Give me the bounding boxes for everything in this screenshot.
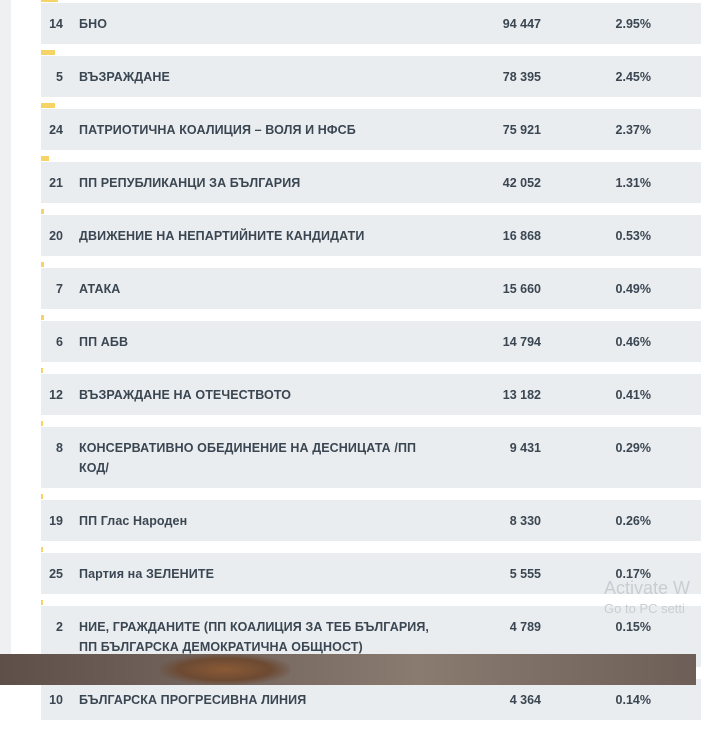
ballot-number: 8 (56, 441, 63, 455)
vote-percent: 0.46% (615, 335, 651, 349)
ballot-number: 2 (56, 620, 63, 634)
vote-percent: 0.15% (615, 620, 651, 634)
result-row (41, 374, 701, 415)
result-row (41, 427, 701, 488)
result-row (41, 679, 701, 720)
party-name: БЪЛГАРСКА ПРОГРЕСИВНА ЛИНИЯ (79, 693, 307, 707)
vote-share-bar (41, 494, 43, 499)
result-row (41, 3, 701, 44)
left-gutter (0, 0, 11, 654)
vote-count: 8 330 (509, 514, 541, 528)
vote-share-bar (41, 600, 43, 605)
ballot-number: 10 (49, 693, 63, 707)
result-row (41, 321, 701, 362)
ballot-number: 7 (56, 282, 63, 296)
result-row (41, 500, 701, 541)
vote-percent: 2.95% (615, 17, 651, 31)
vote-count: 75 921 (502, 123, 541, 137)
vote-share-bar (41, 0, 58, 2)
ballot-number: 20 (49, 229, 63, 243)
result-row (41, 215, 701, 256)
ballot-number: 25 (49, 567, 63, 581)
vote-share-bar (41, 209, 44, 214)
party-name: АТАКА (79, 282, 121, 296)
footer-image-strip (0, 654, 696, 685)
ballot-number: 24 (49, 123, 63, 137)
party-name: Партия на ЗЕЛЕНИТЕ (79, 567, 215, 581)
results-table (41, 3, 701, 732)
vote-percent: 0.26% (615, 514, 651, 528)
vote-share-bar (41, 421, 43, 426)
party-name: ДВИЖЕНИЕ НА НЕПАРТИЙНИТЕ КАНДИДАТИ (79, 229, 365, 243)
vote-count: 4 789 (509, 620, 541, 634)
vote-percent: 1.31% (615, 176, 651, 190)
result-row (41, 268, 701, 309)
party-name: БНО (79, 17, 108, 31)
watermark-line-2: Go to PC setti (604, 601, 685, 616)
result-row (41, 56, 701, 97)
result-row (41, 109, 701, 150)
party-name: ПП Глас Народен (79, 514, 188, 528)
party-name: НИЕ, ГРАЖДАНИТЕ (ПП КОАЛИЦИЯ ЗА ТЕБ БЪЛГАРИЯ, ПП БЪЛГАРСКА ДЕМОКРАТИЧНА ОБЩНОСТ) (79, 620, 430, 654)
vote-percent: 0.29% (615, 441, 651, 455)
vote-count: 94 447 (502, 17, 541, 31)
vote-percent: 0.53% (615, 229, 651, 243)
vote-share-bar (41, 262, 44, 267)
party-name: ПАТРИОТИЧНА КОАЛИЦИЯ – ВОЛЯ И НФСБ (79, 123, 356, 137)
vote-share-bar (41, 50, 55, 55)
vote-count: 13 182 (502, 388, 541, 402)
vote-percent: 2.37% (615, 123, 651, 137)
result-row (41, 553, 701, 594)
party-name: ВЪЗРАЖДАНЕ (79, 70, 170, 84)
vote-share-bar (41, 315, 44, 320)
vote-share-bar (41, 103, 55, 108)
vote-percent: 0.41% (615, 388, 651, 402)
ballot-number: 21 (49, 176, 63, 190)
vote-percent: 0.14% (615, 693, 651, 707)
vote-count: 78 395 (502, 70, 541, 84)
vote-count: 4 364 (509, 693, 541, 707)
party-name: ВЪЗРАЖДАНЕ НА ОТЕЧЕСТВОТО (79, 388, 292, 402)
vote-percent: 2.45% (615, 70, 651, 84)
party-name: ПП АБВ (79, 335, 129, 349)
vote-count: 9 431 (509, 441, 541, 455)
vote-count: 5 555 (509, 567, 541, 581)
result-row (41, 162, 701, 203)
ballot-number: 14 (49, 17, 63, 31)
vote-percent: 0.49% (615, 282, 651, 296)
vote-percent: 0.17% (615, 567, 651, 581)
vote-share-bar (41, 547, 43, 552)
ballot-number: 19 (49, 514, 63, 528)
vote-count: 16 868 (502, 229, 541, 243)
vote-share-bar (41, 368, 43, 373)
party-name: КОНСЕРВАТИВНО ОБЕДИНЕНИЕ НА ДЕСНИЦАТА /ПП КОД/ (79, 441, 417, 475)
vote-count: 42 052 (502, 176, 541, 190)
footer-image-decoration (160, 654, 290, 685)
ballot-number: 6 (56, 335, 63, 349)
vote-count: 15 660 (502, 282, 541, 296)
ballot-number: 5 (56, 70, 63, 84)
watermark-line-1: Activate W (604, 578, 691, 598)
vote-count: 14 794 (502, 335, 541, 349)
party-name: ПП РЕПУБЛИКАНЦИ ЗА БЪЛГАРИЯ (79, 176, 301, 190)
vote-share-bar (41, 156, 49, 161)
ballot-number: 12 (49, 388, 63, 402)
